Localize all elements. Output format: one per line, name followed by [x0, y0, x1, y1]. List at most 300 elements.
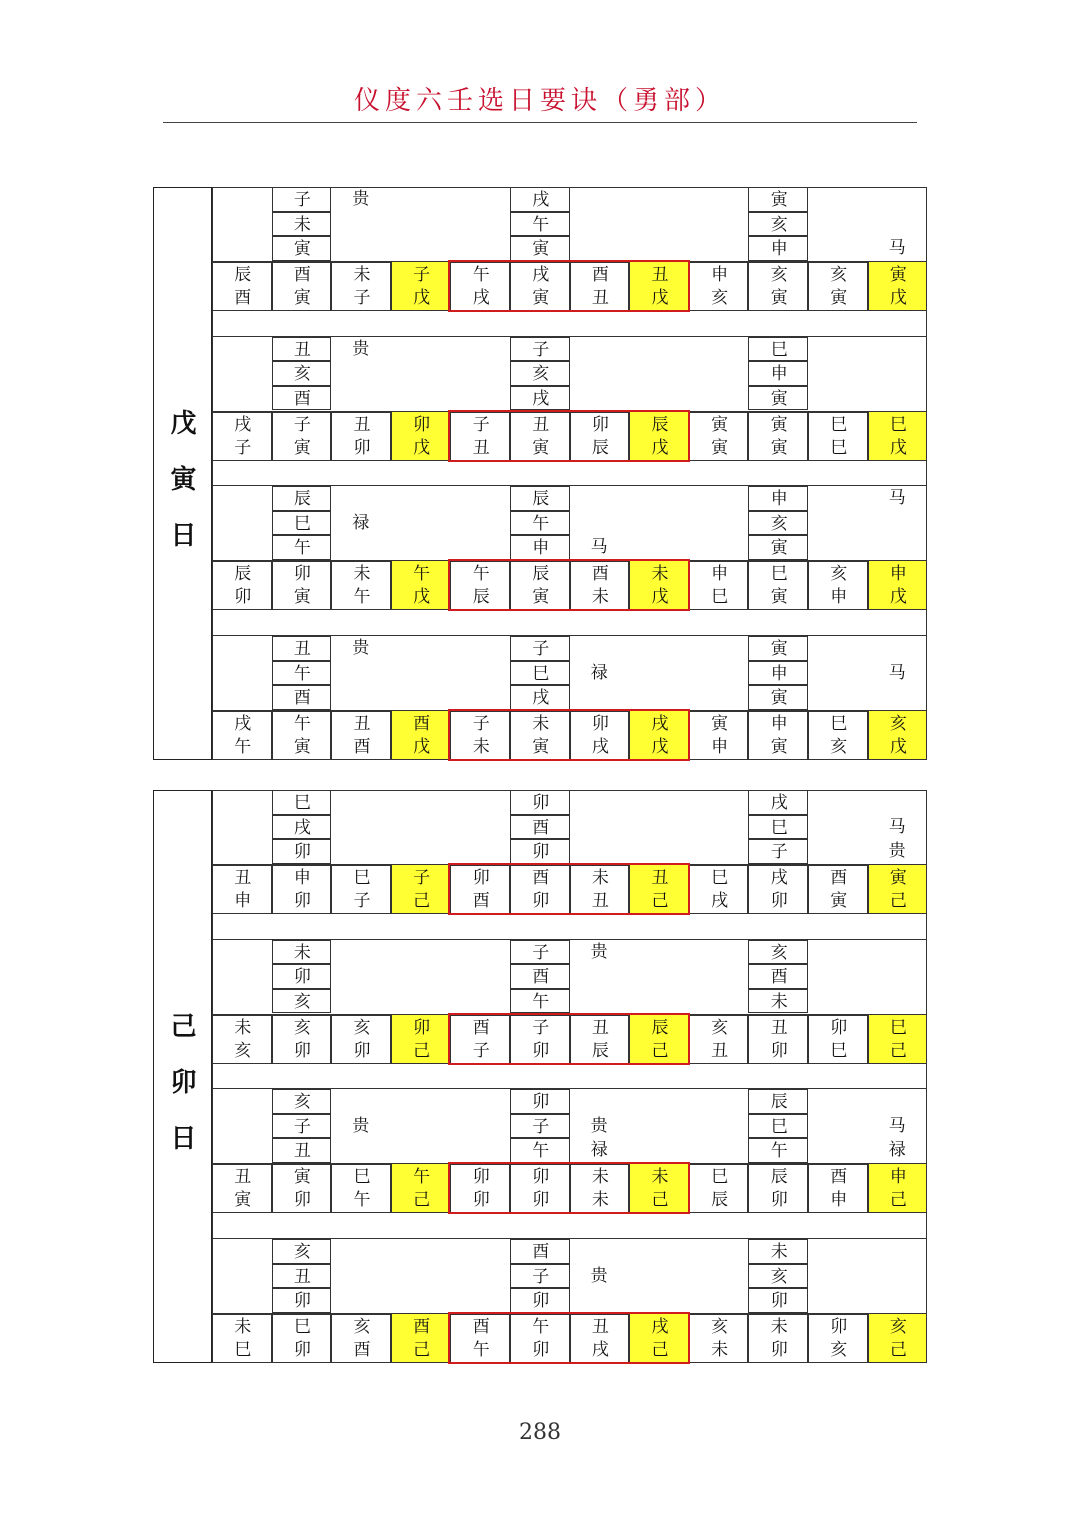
pair-char: 子	[353, 891, 371, 911]
note-text: 马	[888, 662, 906, 683]
stack-char: 未	[770, 1242, 788, 1263]
pair-char: 卯	[591, 414, 609, 435]
stack-char: 午	[293, 538, 311, 559]
pair-char: 寅	[532, 288, 550, 308]
pair-cell	[510, 560, 570, 610]
pair-char: 戌	[591, 1340, 609, 1361]
pair-char: 巳	[889, 1017, 907, 1038]
stack-cell	[272, 815, 332, 840]
stack-cell	[272, 1288, 332, 1313]
pair-char: 卯	[353, 1040, 371, 1061]
pair-char: 戌	[770, 868, 788, 888]
pair-char: 己	[889, 1190, 907, 1211]
stack-cell	[748, 685, 808, 710]
stack-cell	[272, 212, 332, 237]
block-spacer	[212, 1213, 927, 1239]
stack-char: 丑	[293, 339, 311, 360]
pair-char: 卯	[532, 1040, 550, 1061]
pair-cell	[510, 1163, 570, 1213]
stack-char: 巳	[293, 513, 311, 534]
stack-char: 亥	[770, 1266, 788, 1287]
pair-char: 卯	[293, 1340, 311, 1361]
pair-char: 寅	[770, 437, 788, 458]
highlight-cell	[391, 710, 451, 760]
stack-char: 辰	[532, 489, 550, 510]
pair-char: 申	[234, 891, 252, 911]
stack-cell	[748, 212, 808, 237]
stack-cell	[748, 790, 808, 815]
stack-char: 寅	[770, 639, 788, 660]
highlight-cell	[629, 1313, 689, 1363]
stack-cell	[510, 636, 570, 661]
pair-cell	[748, 1014, 808, 1064]
day-label-char: 寅	[170, 465, 197, 495]
pair-char: 未	[472, 737, 490, 758]
pair-char: 子	[353, 288, 371, 308]
day-label-char: 己	[170, 1012, 197, 1042]
stack-char: 戌	[770, 793, 788, 813]
pair-cell	[272, 560, 332, 610]
stack-cell	[272, 685, 332, 710]
stack-char: 戌	[532, 190, 550, 210]
pair-char: 卯	[293, 1040, 311, 1061]
stack-cell	[510, 839, 570, 864]
pair-cell	[510, 1313, 570, 1363]
pair-char: 亥	[770, 265, 788, 285]
stack-char: 午	[532, 1141, 550, 1162]
note-text: 贵	[352, 638, 370, 659]
pair-char: 午	[472, 564, 490, 585]
pair-char: 己	[889, 1040, 907, 1061]
stack-char: 酉	[770, 967, 788, 988]
pair-char: 午	[472, 1340, 490, 1361]
note-text: 贵	[352, 1115, 370, 1136]
highlight-cell	[868, 710, 928, 760]
pair-char: 寅	[532, 587, 550, 608]
stack-cell	[748, 1239, 808, 1264]
day-label	[153, 790, 212, 1363]
pair-cell	[570, 710, 630, 760]
stack-char: 巳	[532, 663, 550, 684]
highlight-cell	[629, 710, 689, 760]
stack-cell	[510, 511, 570, 536]
note-text: 贵	[888, 841, 906, 861]
pair-char: 未	[591, 1190, 609, 1211]
pair-char: 酉	[293, 265, 311, 285]
pair-char: 巳	[711, 1167, 729, 1188]
pair-char: 巳	[830, 414, 848, 435]
stack-cell	[748, 1288, 808, 1313]
pair-char: 戌	[651, 714, 669, 735]
highlight-cell	[391, 1014, 451, 1064]
note-text: 马	[888, 238, 906, 258]
pair-char: 巳	[353, 1167, 371, 1188]
pair-char: 丑	[591, 1317, 609, 1338]
pair-char: 寅	[532, 737, 550, 758]
pair-char: 寅	[293, 587, 311, 608]
stack-char: 亥	[293, 1092, 311, 1113]
pair-char: 酉	[472, 1317, 490, 1338]
highlight-cell	[391, 560, 451, 610]
stack-char: 申	[770, 489, 788, 510]
stack-cell	[510, 685, 570, 710]
pair-char: 卯	[532, 1340, 550, 1361]
pair-char: 辰	[472, 587, 490, 608]
note-text: 禄	[590, 662, 608, 683]
pair-char: 子	[293, 414, 311, 435]
pair-cell	[689, 1313, 749, 1363]
stack-cell	[510, 361, 570, 386]
pair-char: 戊	[889, 288, 907, 308]
pair-cell	[272, 710, 332, 760]
pair-cell	[748, 1163, 808, 1213]
pair-cell	[450, 411, 510, 461]
pair-cell	[748, 560, 808, 610]
pair-char: 子	[472, 714, 490, 735]
pair-char: 丑	[234, 1167, 252, 1188]
stack-char: 子	[770, 842, 788, 862]
pair-char: 辰	[234, 564, 252, 585]
stack-char: 未	[770, 991, 788, 1012]
pair-cell	[272, 261, 332, 311]
pair-char: 卯	[293, 564, 311, 585]
pair-char: 寅	[770, 288, 788, 308]
pair-cell	[570, 864, 630, 914]
stack-char: 午	[532, 513, 550, 534]
stack-cell	[272, 940, 332, 965]
pair-char: 戊	[889, 587, 907, 608]
pair-char: 亥	[830, 564, 848, 585]
stack-char: 戌	[532, 688, 550, 709]
pair-char: 亥	[711, 288, 729, 308]
pair-cell	[748, 864, 808, 914]
pair-cell	[450, 261, 510, 311]
pair-char: 戌	[651, 1317, 669, 1338]
pair-char: 未	[353, 265, 371, 285]
pair-cell	[808, 1313, 868, 1363]
pair-char: 申	[711, 737, 729, 758]
stack-char: 子	[532, 639, 550, 660]
highlight-cell	[629, 261, 689, 311]
pair-cell	[212, 411, 272, 461]
pair-cell	[510, 710, 570, 760]
pair-cell	[808, 411, 868, 461]
pair-char: 申	[770, 714, 788, 735]
pair-char: 戊	[889, 737, 907, 758]
stack-char: 亥	[532, 364, 550, 385]
highlight-cell	[868, 1014, 928, 1064]
pair-char: 寅	[889, 868, 907, 888]
stack-cell	[272, 1138, 332, 1163]
stack-cell	[272, 1089, 332, 1114]
highlight-cell	[629, 560, 689, 610]
pair-cell	[570, 1163, 630, 1213]
pair-cell	[272, 411, 332, 461]
pair-char: 丑	[591, 1017, 609, 1038]
pair-char: 戊	[889, 437, 907, 458]
stack-char: 亥	[770, 214, 788, 235]
stack-char: 戌	[532, 388, 550, 409]
pair-char: 巳	[830, 437, 848, 458]
stack-char: 寅	[770, 190, 788, 210]
pair-char: 卯	[472, 1167, 490, 1188]
pair-char: 辰	[711, 1190, 729, 1211]
pair-char: 戌	[234, 714, 252, 735]
pair-char: 寅	[293, 437, 311, 458]
day-label-char: 日	[170, 521, 197, 551]
stack-char: 卯	[532, 1092, 550, 1113]
pair-char: 卯	[293, 1190, 311, 1211]
pair-char: 酉	[830, 1167, 848, 1188]
stack-char: 子	[532, 1266, 550, 1287]
stack-cell	[748, 486, 808, 511]
highlight-cell	[629, 864, 689, 914]
stack-cell	[748, 661, 808, 686]
pair-char: 卯	[830, 1317, 848, 1338]
pair-char: 卯	[413, 1017, 431, 1038]
pair-char: 卯	[770, 1040, 788, 1061]
pair-cell	[272, 1014, 332, 1064]
pair-char: 亥	[353, 1017, 371, 1038]
pair-cell	[331, 710, 391, 760]
pair-cell	[212, 261, 272, 311]
highlight-cell	[868, 1313, 928, 1363]
pair-char: 寅	[293, 288, 311, 308]
pair-cell	[450, 560, 510, 610]
stack-char: 未	[293, 214, 311, 235]
stack-char: 申	[770, 239, 788, 259]
stack-char: 亥	[293, 364, 311, 385]
note-text: 贵	[590, 1115, 608, 1136]
pair-char: 戊	[413, 288, 431, 308]
stack-cell	[748, 815, 808, 840]
pair-cell	[212, 560, 272, 610]
pair-char: 巳	[293, 1317, 311, 1338]
pair-char: 午	[413, 564, 431, 585]
pair-char: 卯	[472, 1190, 490, 1211]
pair-char: 未	[770, 1317, 788, 1338]
pair-cell	[689, 411, 749, 461]
pair-cell	[331, 261, 391, 311]
stack-cell	[272, 661, 332, 686]
pair-char: 子	[472, 1040, 490, 1061]
stack-char: 巳	[293, 793, 311, 813]
block-spacer	[212, 1064, 927, 1090]
pair-char: 戌	[591, 737, 609, 758]
pair-char: 未	[234, 1017, 252, 1038]
stack-cell	[748, 1114, 808, 1139]
stack-char: 巳	[770, 1116, 788, 1137]
stack-cell	[748, 940, 808, 965]
pair-char: 卯	[413, 414, 431, 435]
stack-cell	[748, 386, 808, 411]
day-table-wuyin	[153, 187, 927, 760]
stack-cell	[748, 1138, 808, 1163]
pair-cell	[748, 710, 808, 760]
stack-char: 卯	[532, 1291, 550, 1312]
stack-char: 卯	[293, 967, 311, 988]
pair-char: 酉	[472, 891, 490, 911]
note-text: 贵	[352, 189, 370, 209]
pair-char: 戊	[651, 737, 669, 758]
pair-char: 未	[711, 1340, 729, 1361]
pair-char: 寅	[711, 437, 729, 458]
stack-char: 巳	[770, 339, 788, 360]
page-header: 仪度六壬选日要诀（勇部）	[353, 86, 726, 116]
stack-char: 未	[293, 942, 311, 963]
pair-char: 卯	[770, 1340, 788, 1361]
stack-char: 子	[293, 190, 311, 210]
stack-cell	[272, 1264, 332, 1289]
pair-cell	[689, 560, 749, 610]
stack-cell	[510, 1089, 570, 1114]
stack-cell	[510, 486, 570, 511]
grid	[212, 187, 927, 760]
pair-char: 未	[591, 868, 609, 888]
pair-char: 亥	[293, 1017, 311, 1038]
pair-cell	[331, 411, 391, 461]
pair-char: 卯	[591, 714, 609, 735]
pair-char: 己	[413, 1190, 431, 1211]
note-text: 马	[888, 816, 906, 837]
pair-cell	[450, 1163, 510, 1213]
stack-char: 巳	[770, 817, 788, 838]
note-text: 马	[590, 537, 608, 558]
pair-char: 寅	[830, 288, 848, 308]
pair-cell	[331, 1313, 391, 1363]
pair-char: 卯	[293, 891, 311, 911]
highlight-cell	[629, 1163, 689, 1213]
pair-char: 巳	[234, 1340, 252, 1361]
pair-cell	[808, 261, 868, 311]
pair-char: 亥	[830, 737, 848, 758]
pair-char: 午	[353, 1190, 371, 1211]
pair-char: 丑	[532, 414, 550, 435]
pair-char: 午	[413, 1167, 431, 1188]
pair-cell	[689, 1014, 749, 1064]
highlight-cell	[629, 411, 689, 461]
pair-char: 申	[830, 1190, 848, 1211]
stack-char: 子	[532, 339, 550, 360]
stack-cell	[748, 839, 808, 864]
pair-char: 寅	[532, 437, 550, 458]
pair-char: 寅	[234, 1190, 252, 1211]
pair-char: 酉	[830, 868, 848, 888]
pair-char: 寅	[770, 737, 788, 758]
pair-char: 辰	[591, 437, 609, 458]
pair-cell	[570, 411, 630, 461]
pair-cell	[331, 1014, 391, 1064]
pair-char: 未	[591, 587, 609, 608]
stack-char: 午	[293, 663, 311, 684]
stack-cell	[510, 964, 570, 989]
stack-char: 子	[293, 1116, 311, 1137]
pair-char: 亥	[234, 1040, 252, 1061]
pair-char: 丑	[711, 1040, 729, 1061]
pair-cell	[510, 411, 570, 461]
pair-char: 申	[711, 564, 729, 585]
stack-cell	[748, 964, 808, 989]
stack-cell	[272, 964, 332, 989]
stack-char: 寅	[770, 388, 788, 409]
stack-char: 丑	[293, 1141, 311, 1162]
note-text: 贵	[352, 338, 370, 359]
pair-char: 己	[651, 1340, 669, 1361]
stack-char: 酉	[532, 967, 550, 988]
stack-char: 辰	[293, 489, 311, 510]
stack-cell	[748, 989, 808, 1014]
stack-char: 卯	[293, 1291, 311, 1312]
pair-char: 丑	[353, 414, 371, 435]
stack-cell	[510, 815, 570, 840]
pair-char: 亥	[711, 1317, 729, 1338]
highlight-cell	[868, 1163, 928, 1213]
pair-cell	[808, 560, 868, 610]
pair-char: 戊	[413, 437, 431, 458]
note-text: 禄	[590, 1140, 608, 1161]
stack-char: 戌	[293, 817, 311, 838]
pair-char: 丑	[234, 868, 252, 888]
stack-cell	[748, 1089, 808, 1114]
pair-cell	[808, 1014, 868, 1064]
stack-cell	[510, 386, 570, 411]
pair-char: 酉	[413, 1317, 431, 1338]
stack-char: 寅	[532, 239, 550, 259]
pair-char: 卯	[770, 1190, 788, 1211]
pair-char: 己	[413, 1040, 431, 1061]
pair-char: 亥	[353, 1317, 371, 1338]
pair-char: 丑	[472, 437, 490, 458]
stack-cell	[510, 212, 570, 237]
pair-cell	[570, 1313, 630, 1363]
pair-char: 酉	[472, 1017, 490, 1038]
pair-char: 亥	[830, 265, 848, 285]
pair-char: 午	[234, 737, 252, 758]
pair-char: 酉	[234, 288, 252, 308]
pair-char: 卯	[532, 891, 550, 911]
pair-char: 戌	[532, 265, 550, 285]
stack-char: 亥	[770, 513, 788, 534]
highlight-cell	[868, 411, 928, 461]
pair-cell	[212, 864, 272, 914]
stack-char: 子	[532, 942, 550, 963]
pair-char: 戊	[413, 587, 431, 608]
pair-cell	[331, 560, 391, 610]
pair-char: 酉	[353, 737, 371, 758]
pair-char: 亥	[889, 1317, 907, 1338]
stack-cell	[748, 187, 808, 212]
pair-char: 亥	[889, 714, 907, 735]
pair-char: 子	[472, 414, 490, 435]
stack-char: 辰	[770, 1092, 788, 1113]
pair-cell	[748, 411, 808, 461]
pair-char: 子	[532, 1017, 550, 1038]
stack-cell	[510, 187, 570, 212]
pair-cell	[808, 1163, 868, 1213]
stack-char: 申	[532, 538, 550, 559]
stack-cell	[272, 839, 332, 864]
pair-char: 巳	[889, 414, 907, 435]
stack-char: 酉	[293, 688, 311, 709]
pair-char: 丑	[353, 714, 371, 735]
highlight-cell	[629, 1014, 689, 1064]
stack-char: 午	[532, 214, 550, 235]
stack-char: 亥	[770, 942, 788, 963]
pair-char: 巳	[353, 868, 371, 888]
stack-cell	[272, 790, 332, 815]
stack-char: 寅	[293, 239, 311, 259]
stack-char: 午	[770, 1141, 788, 1162]
